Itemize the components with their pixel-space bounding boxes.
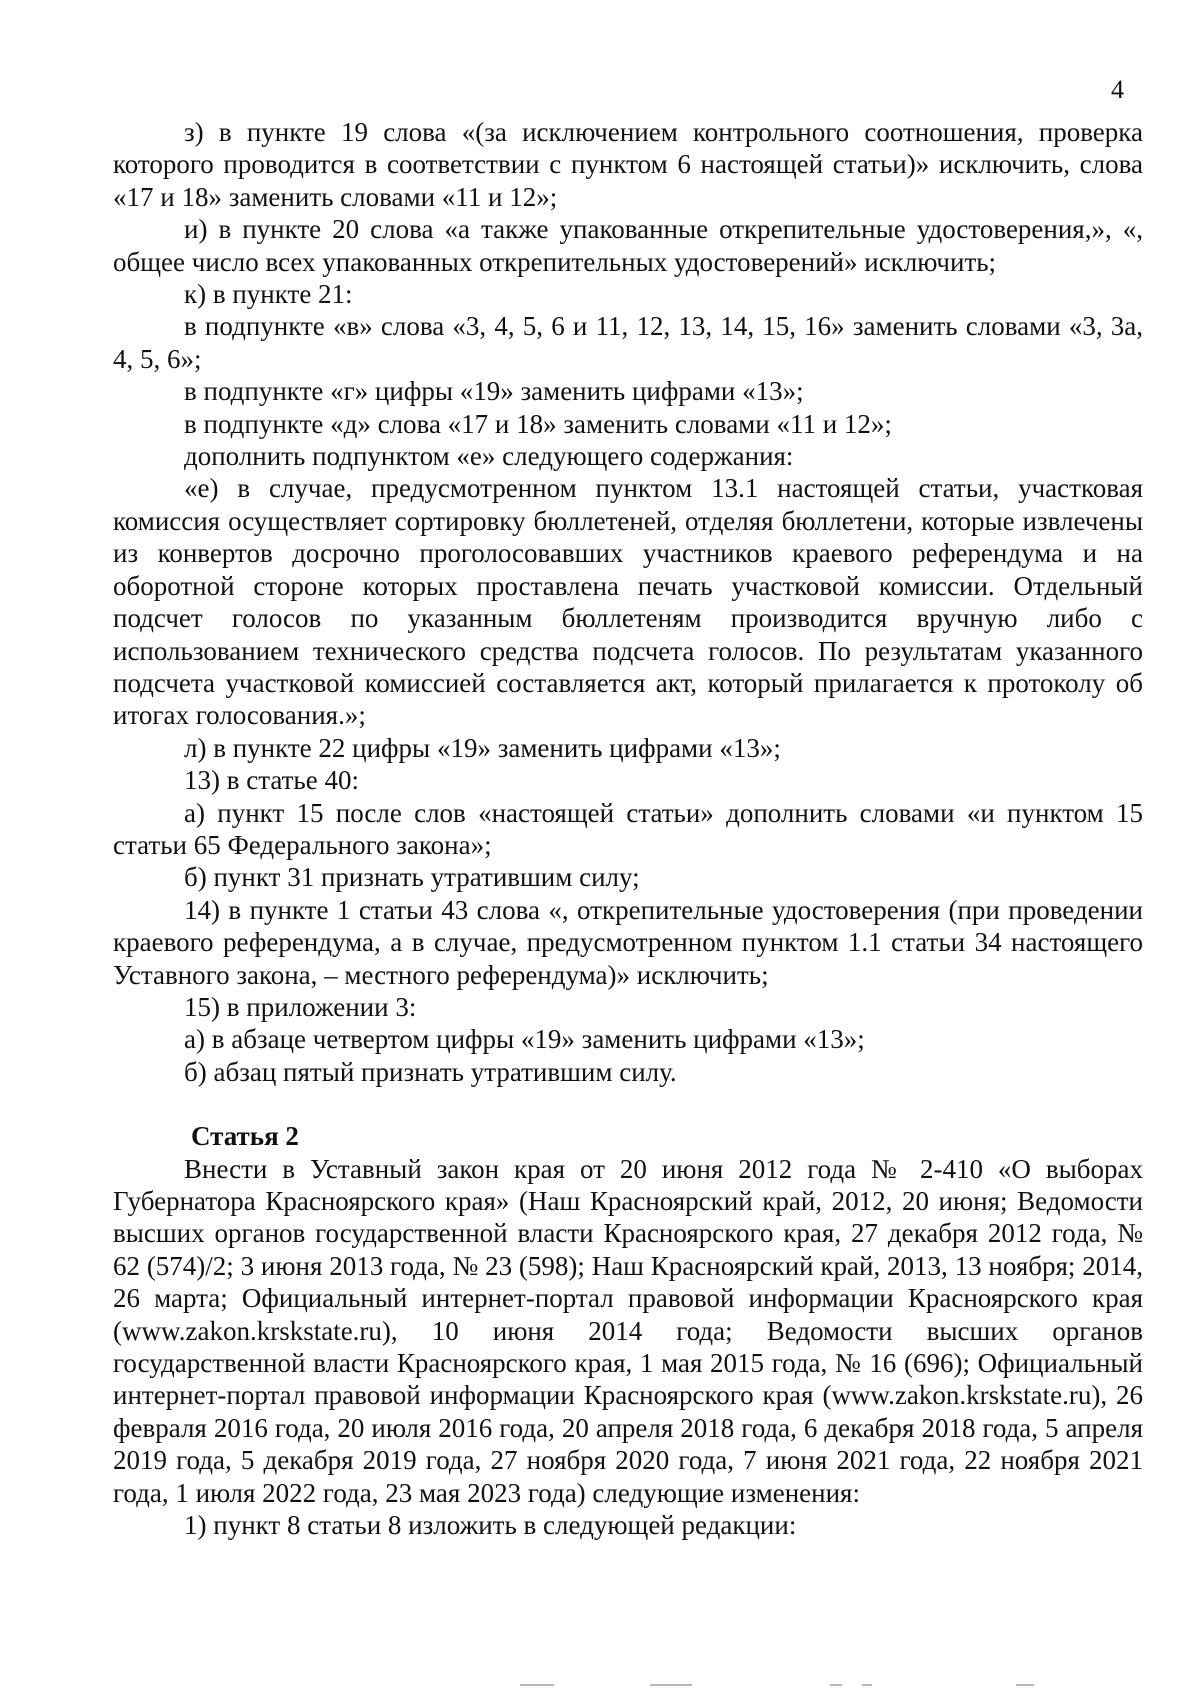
document-body — [113, 116, 1143, 1541]
paragraph-1-item-8: 1) пункт 8 статьи 8 изложить в следующей редакции: — [184, 1510, 797, 1541]
scan-artifacts — [0, 1684, 1200, 1692]
scan-mark — [862, 1684, 872, 1686]
paragraph-z-item-19: з) в пункте 19 слова «(за исключением контрольного соотношения, проверка которого проводится в соответствии с пунктом 6 настоящей статьи)» исключить, слова «17 и 18» заменить словами «11 и 12»; — [113, 117, 1143, 212]
paragraph-k-item-21: к) в пункте 21: — [184, 279, 353, 310]
paragraph-13-article-40: 13) в статье 40: — [184, 765, 359, 796]
page-number: 4 — [1111, 75, 1124, 104]
scan-mark — [520, 1684, 554, 1686]
paragraph-l-item-22: л) в пункте 22 цифры «19» заменить цифрами «13»; — [184, 732, 781, 763]
paragraph-i-item-20: и) в пункте 20 слова «а также упакованные открепительные удостоверения,», «, общее число всех упакованных открепительных удостоверений» исключить; — [113, 214, 1143, 277]
paragraph-b-item-31: б) пункт 31 признать утратившим силу; — [184, 862, 640, 893]
paragraph-15-appendix-3: 15) в приложении 3: — [184, 991, 417, 1022]
paragraph-amend-governor-law: Внести в Уставный закон края от 20 июня 2012 года № 2-410 «О выборах Губернатора Красноярского края» (Наш Красноярский край, 2012, 20 июня; Ведомости высших органов государственной власти Красноярского края, 27 декабря 2012 года, № 62 (574)/2; 3 июня 2013 года, № 23 (598); Наш Красноярский край, 2013, 13 ноября; 2014, 26 марта; Официальный интернет-портал правовой информации Красноярского края (www.zakon.krskstate.ru), 10 июня 2014 года; Ведомости высших органов государственной власти Красноярского края, 1 мая 2015 года, № 16 (696); Официальный интернет-портал правовой информации Красноярского края (www.zakon.krskstate.ru), 26 февраля 2016 года, 20 июля 2016 года, 20 апреля 2018 года, 6 декабря 2018 года, 5 апреля 2019 года, 5 декабря 2019 года, 27 ноября 2020 года, 7 июня 2021 года, 22 ноября 2021 года, 1 июля 2022 года, 23 мая 2023 года) следующие изменения: — [113, 1153, 1143, 1508]
article-heading: Статья 2 — [191, 1121, 299, 1152]
paragraph-a-item-15: а) пункт 15 после слов «настоящей статьи» дополнить словами «и пунктом 15 статьи 65 Федерального закона»; — [113, 797, 1143, 860]
paragraph-subitem-v: в подпункте «в» слова «3, 4, 5, 6 и 11, 12, 13, 14, 15, 16» заменить словами «3, 3а, 4, 5, 6»; — [113, 311, 1143, 374]
scan-mark — [650, 1684, 692, 1686]
paragraph-a-fourth-paragraph: а) в абзаце четвертом цифры «19» заменить цифрами «13»; — [184, 1024, 865, 1055]
scan-mark — [1016, 1684, 1034, 1686]
paragraph-add-subitem-e: дополнить подпунктом «е» следующего содержания: — [184, 441, 794, 472]
scan-mark — [830, 1684, 842, 1686]
section-gap — [113, 1088, 1143, 1120]
paragraph-b-fifth-paragraph: б) абзац пятый признать утратившим силу. — [184, 1056, 677, 1087]
paragraph-subitem-e-text: «е) в случае, предусмотренном пунктом 13.1 настоящей статьи, участковая комиссия осуществляет сортировку бюллетеней, отделяя бюллетени, которые извлечены из конвертов досрочно проголосовавших участников краевого референдума и на оборотной стороне которых проставлена печать участковой комиссии. Отдельный подсчет голосов по указанным бюллетеням производится вручную либо с использованием технического средства подсчета голосов. По результатам указанного подсчета участковой комиссией составляется акт, который прилагается к протоколу об итогах голосования.»; — [113, 473, 1143, 731]
paragraph-subitem-d: в подпункте «д» слова «17 и 18» заменить словами «11 и 12»; — [184, 408, 892, 439]
paragraph-14-article-43: 14) в пункте 1 статьи 43 слова «, открепительные удостоверения (при проведении краевого референдума, а в случае, предусмотренном пунктом 1.1 статьи 34 настоящего Уставного закона, – местного референдума)» исключить; — [113, 894, 1143, 990]
paragraph-subitem-g: в подпункте «г» цифры «19» заменить цифрами «13»; — [184, 376, 804, 407]
